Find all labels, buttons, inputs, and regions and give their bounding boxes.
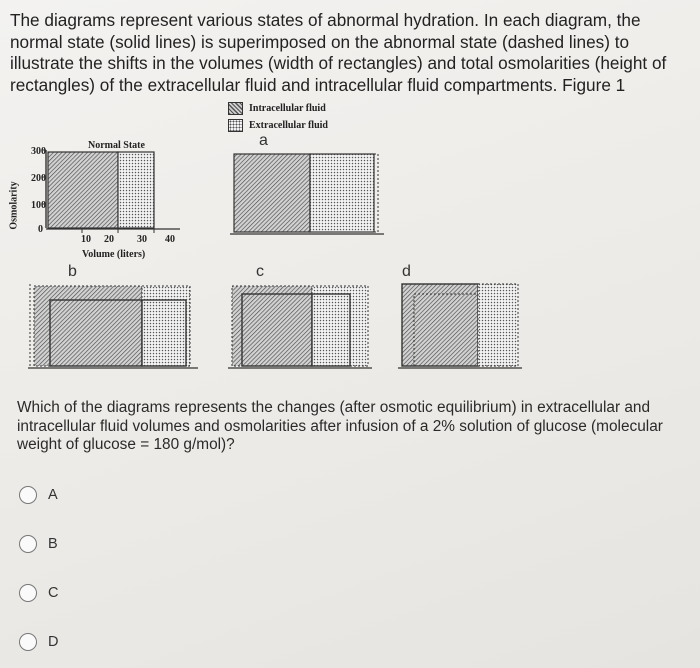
option-a[interactable] [19,486,58,504]
diagram-letter-d: d [402,263,411,280]
intracellular-swatch-icon [228,102,243,115]
option-b[interactable] [19,535,58,553]
y-tick-300: 300 [31,146,46,157]
x-axis-label: Volume (liters) [82,249,146,260]
x-tick-10: 10 [81,234,91,245]
question-text: Which of the diagrams represents the changes (after osmotic equilibrium) in extracellular and intracellular fluid volumes and osmolarities after infusion of a 2% solution of glucose (molecular weight of glucose = 180 g/mol)? [17,399,663,453]
extracellular-swatch-icon [228,119,243,132]
option-d-label: D [48,634,59,650]
legend-extracellular-label: Extracellular fluid [249,120,328,131]
legend [228,100,328,134]
radio-a[interactable] [19,486,37,504]
y-axis-label: Osmolarity [8,181,20,230]
diagram-letter-b: b [68,263,77,280]
radio-b[interactable] [19,535,37,553]
x-tick-30: 30 [137,234,147,245]
option-c-label: C [48,585,59,601]
diagram-letter-a: a [259,132,268,149]
legend-extracellular [228,117,328,134]
radio-d[interactable] [19,633,37,651]
normal-state-plot [8,138,188,238]
x-tick-40: 40 [165,234,175,245]
option-a-label: A [48,487,58,503]
option-c[interactable] [19,584,58,602]
diagram-d [394,280,526,372]
normal-state-title: Normal State [88,140,145,151]
diagram-b [26,280,204,372]
option-d[interactable] [19,633,58,651]
intro-text: The diagrams represent various states of abnormal hydration. In each diagram, the normal state (solid lines) is superimposed on the abnormal state (dashed lines) to illustrate the shifts in the volumes (width of rectangles) and total osmolarities (height of rectangles) of the extracellular fluid and intracellular fluid compartments. Figure 1 [10,10,667,95]
diagram-c [226,280,376,372]
y-tick-200: 200 [31,173,46,184]
diagram-letter-c: c [256,263,264,280]
option-b-label: B [48,536,58,552]
diagram-a [228,150,388,240]
radio-c[interactable] [19,584,37,602]
legend-intracellular-label: Intracellular fluid [249,103,326,114]
legend-intracellular [228,100,328,117]
y-tick-0: 0 [38,224,43,235]
normal-state-diagram [8,138,188,268]
x-tick-20: 20 [104,234,114,245]
y-tick-100: 100 [31,200,46,211]
